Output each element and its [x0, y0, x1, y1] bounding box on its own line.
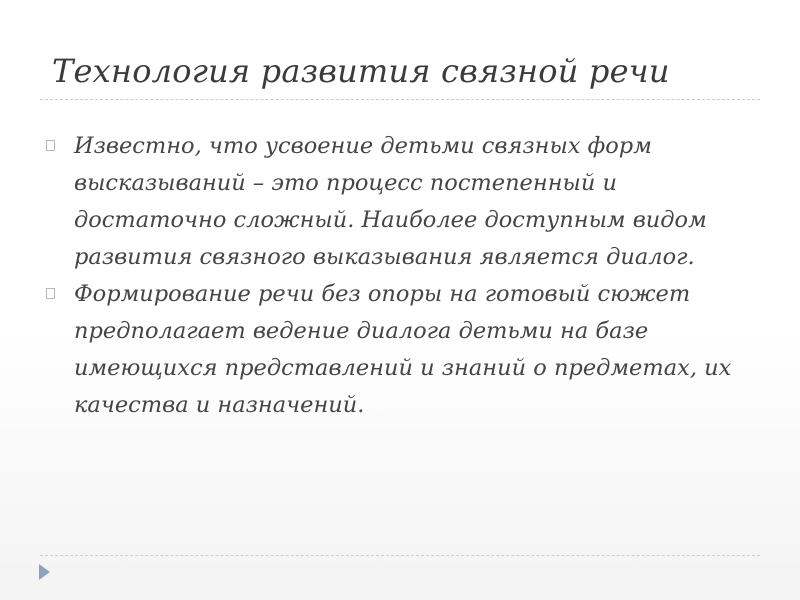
bullet-item — [44, 276, 749, 424]
slide-content — [44, 128, 749, 424]
square-bullet-icon — [46, 288, 55, 299]
bullet-text: Известно, что усвоение детьми связных форм высказываний – это процесс постепенный и достаточно сложный. Наиболее доступным видом развития связного выказывания является диалог. — [74, 133, 707, 270]
bullet-text: Формирование речи без опоры на готовый сюжет предполагает ведение диалога детьми на базе имеющихся представлений и знаний о предметах, их качества и назначений. — [74, 281, 732, 418]
footer-divider — [40, 555, 760, 556]
slide-title: Технология развития связной речи — [52, 52, 670, 90]
title-divider — [40, 99, 760, 100]
next-slide-arrow-icon[interactable] — [39, 564, 50, 580]
square-bullet-icon — [46, 140, 55, 151]
bullet-item — [44, 128, 749, 276]
